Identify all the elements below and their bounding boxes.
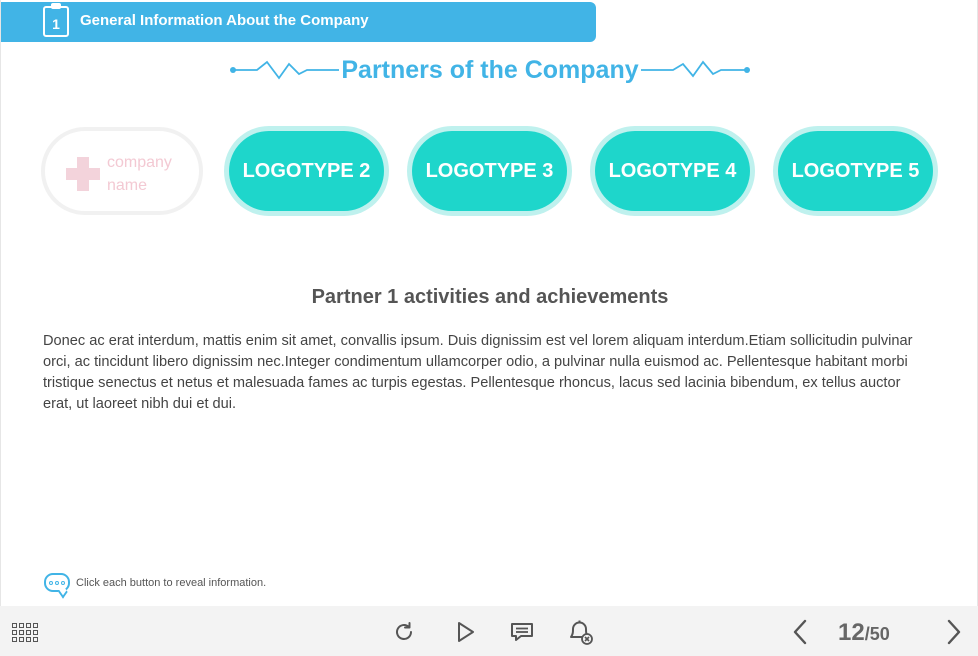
page-title-area [216,52,764,88]
clipboard-icon [43,6,69,37]
zigzag-left-icon [229,58,339,82]
hint-text: Click each button to reveal information. [76,576,267,589]
logotype-5-button[interactable] [778,131,933,211]
logotype-2-button[interactable] [229,131,384,211]
medical-cross-icon [66,157,100,191]
section-body: Donec ac erat interdum, mattis enim sit amet, convallis ipsum. Duis dignissim est vel lorem aliquam interdum.Etiam sollicitudin pulvinar orci, ac tincidunt libero dignissim nec.Integer condimentum ullamcorper odio, a pulvinar nulla euismod ac. Pellentesque habitant morbi tristique senectus et netus et malesuada fames ac turpis egestas. Pellentesque rhoncus, lacus sed lacinia bibendum, ex tellus auctor erat, ut laoreet nibh dui et dui. [43,333,913,412]
menu-grid-button[interactable] [12,619,38,645]
current-page: 12 [838,619,865,646]
next-page-button[interactable] [940,617,968,647]
notes-icon [509,620,535,644]
alert-icon [565,618,595,646]
next-arrow-icon [944,618,964,646]
logotype-5-label: LOGOTYPE 5 [791,159,920,182]
header-banner [1,2,596,42]
hint [44,573,266,592]
prev-arrow-icon [790,618,810,646]
partner-logos [41,126,941,218]
partner-1-logo-button[interactable] [41,127,203,215]
logotype-4-label: LOGOTYPE 4 [608,159,737,182]
page-counter [838,619,890,647]
replay-icon [392,620,416,644]
lesson-number: 1 [52,15,60,32]
notes-button[interactable] [508,618,536,646]
placeholder-logo-text: company name [107,154,172,194]
player-toolbar [0,606,978,656]
speech-bubble-icon [44,573,70,592]
replay-button[interactable] [390,618,418,646]
logotype-4-button[interactable] [595,131,750,211]
logotype-3-button[interactable] [412,131,567,211]
logotype-2-label: LOGOTYPE 2 [242,159,371,182]
play-button[interactable] [451,618,479,646]
total-pages: /50 [864,624,890,644]
play-icon [454,620,476,644]
header-title: General Information About the Company [80,12,369,29]
alert-button[interactable] [564,617,596,647]
page-title: Partners of the Company [341,55,639,84]
section-heading: Partner 1 activities and achievements [311,286,669,308]
menu-grid-icon [12,623,38,642]
zigzag-right-icon [641,58,751,82]
previous-page-button[interactable] [786,617,814,647]
logotype-3-label: LOGOTYPE 3 [425,159,554,182]
